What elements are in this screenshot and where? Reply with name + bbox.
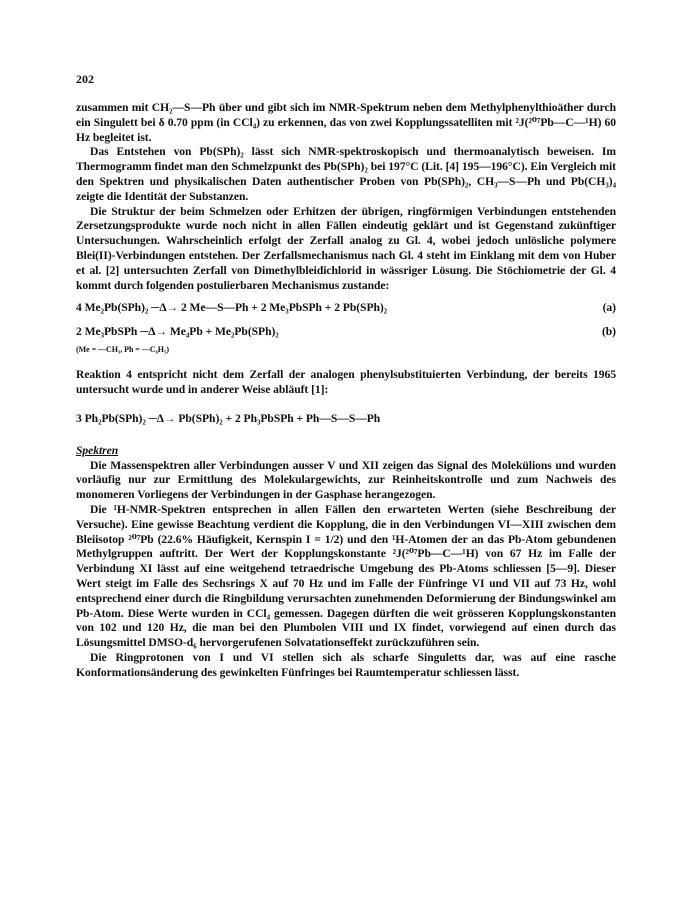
paragraph-ring-protons: Die Ringprotonen von I und VI stellen sich als scharfe Singuletts dar, was auf eine rasche Konformationsänderung des gewinkelten Fünfringes bei Raumtemperatur schliessen lässt. xyxy=(76,650,616,679)
spacer xyxy=(76,293,616,301)
equation-a-text: 4 Me₂Pb(SPh)₂ ─Δ→ 2 Me—S—Ph + 2 Me₃PbSPh + 2 Pb(SPh)₂ xyxy=(76,301,388,315)
spacer xyxy=(76,317,616,325)
equation-a xyxy=(76,301,616,317)
paragraph-reaction-4: Reaktion 4 entspricht nicht dem Zerfall der analogen phenylsubstituierten Verbindung, der bereits 1965 untersucht wurde und in anderer Weise abläuft [1]: xyxy=(76,368,616,396)
paragraph-pbsph2: Das Entstehen von Pb(SPh)₂ lässt sich NMR-spektroskopisch und thermoanalytisch beweisen. Im Thermogramm findet man den Schmelzpunkt des Pb(SPh)₂ bei 197°C (Lit. [4] 195—196°C). Ein Vergleich mit den Spektren und physikalischen Daten authentischer Proben von Pb(SPh)₂, CH₃—S—Ph und Pb(CH₃)₄ zeigte die Identität der Substanzen. xyxy=(76,145,616,203)
spacer xyxy=(76,398,616,412)
abbreviation-note: (Me = —CH₃, Ph = —C₆H₅) xyxy=(76,345,169,355)
section-heading: Spektren xyxy=(76,443,119,457)
equation-b-label: (b) xyxy=(601,325,616,339)
paragraph-continuation: zusammen mit CH₂—S—Ph über und gibt sich im NMR-Spektrum neben dem Methylphenylthioäther durch ein Singulett bei δ 0.70 ppm (in CCl₄) zu erkennen, das von zwei Kopplungssatelliten mit ²J(²⁰⁷Pb—C—¹H) 60 Hz begleitet ist. xyxy=(76,101,616,144)
document-page xyxy=(76,72,616,681)
paragraph-decomposition: Die Struktur der beim Schmelzen oder Erhitzen der übrigen, ringförmigen Verbindungen entstehenden Zersetzungsprodukte wurde noch nicht in allen Fällen eindeutig geklärt und ist Gegenstand zukünftiger Untersuchungen. Wahrscheinlich erfolgt der Zerfall analog zu Gl. 4, wobei jedoch unlösliche polymere Blei(II)-Verbindungen entstehen. Der Zerfallsmechanismus nach Gl. 4 steht im Einklang mit dem von Huber et al. [2] untersuchten Zerfall von Dimethylbleidichlorid in wässriger Lösung. Die Stöchiometrie der Gl. 4 kommt durch folgenden postulierbaren Mechanismus zustande: xyxy=(76,204,616,292)
equation-c xyxy=(76,412,616,428)
equation-c-text: 3 Ph₂Pb(SPh)₂ ─Δ→ Pb(SPh)₂ + 2 Ph₃PbSPh + Ph—S—S—Ph xyxy=(76,411,381,425)
page-number: 202 xyxy=(76,72,94,86)
equation-a-label: (a) xyxy=(602,301,616,315)
body-text xyxy=(76,101,616,681)
paragraph-mass-spectra: Die Massenspektren aller Verbindungen ausser V und XII zeigen das Signal des Molekülions und wurden vorläufig nur zur Ermittlung des Molekulargewichts, zur Reinheitskontrolle und zum Nachweis des monomeren Vorliegens der Verbindungen in der Gasphase herangezogen. xyxy=(76,458,616,502)
equation-b-text: 2 Me₃PbSPh ─Δ→ Me₄Pb + Me₂Pb(SPh)₂ xyxy=(76,325,279,339)
paragraph-nmr-spectra: Die ¹H-NMR-Spektren entsprechen in allen Fällen den erwarteten Werten (siehe Beschreibung der Versuche). Eine gewisse Beachtung verdient die Kopplung, die in den Verbindungen VI—XIII zwischen dem Bleiisotop ²⁰⁷Pb (22.6% Häufigkeit, Kernspin I = 1/2) und den ¹H-Atomen der an das Pb-Atom gebundenen Methylgruppen auftritt. Der Wert der Kopplungskonstante ²J(²⁰⁷Pb—C—¹H) von 67 Hz im Falle der Verbindung XI lässt auf eine weitgehend tetraedrische Umgebung des Pb-Atoms schliessen [5—9]. Dieser Wert steigt im Falle des Sechsrings X auf 70 Hz und im Falle der Fünfringe VI und VII auf 73 Hz, wohl entsprechend einer durch die Ringbildung verursachten zunehmenden Deformierung der Bindungswinkel am Pb-Atom. Diese Werte wurden in CCl₄ gemessen. Dagegen dürften die weit grösseren Kopplungskonstanten von 102 und 120 Hz, die man bei den Plumbolen VIII und IX findet, vorwiegend auf einen durch das Lösungsmittel DMSO-d₆ hervorgerufenen Solvatationseffekt zurückzuführen sein. xyxy=(76,502,616,650)
equation-b xyxy=(76,325,616,341)
